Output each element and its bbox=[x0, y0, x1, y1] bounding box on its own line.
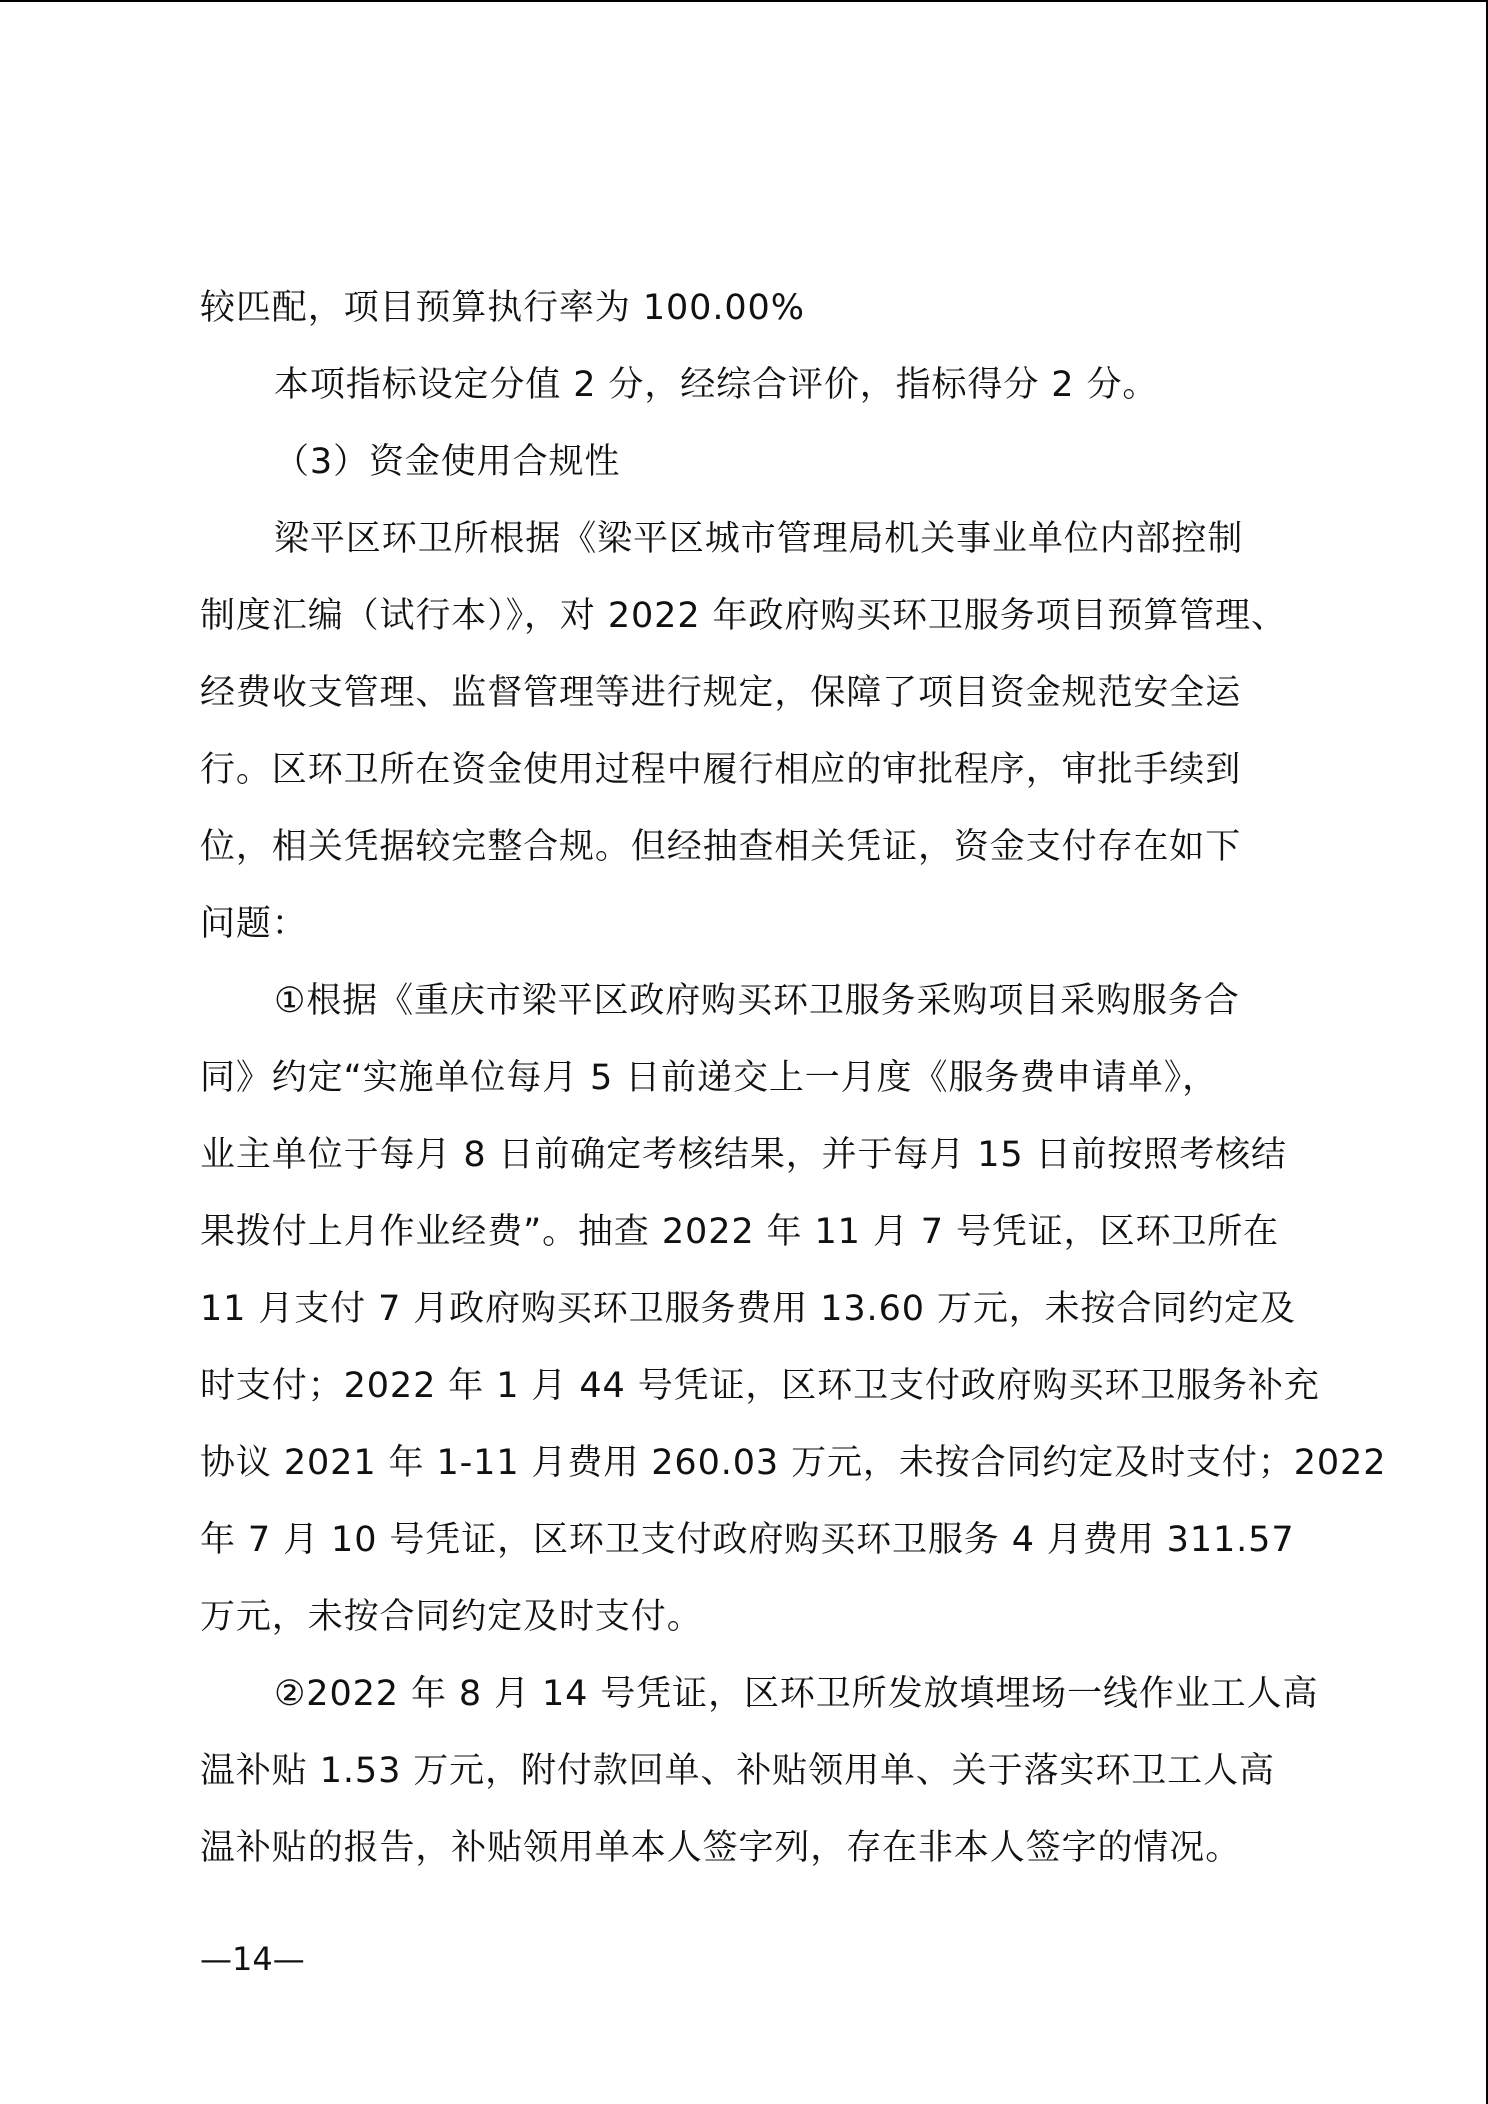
text-line: 温补贴的报告，补贴领用单本人签字列，存在非本人签字的情况。 bbox=[200, 1828, 1242, 1868]
text-line: 年 7 月 10 号凭证，区环卫支付政府购买环卫服务 4 月费用 311.57 bbox=[200, 1520, 1295, 1560]
section-heading: （3）资金使用合规性 bbox=[274, 442, 621, 482]
text-line: 果拨付上月作业经费”。抽查 2022 年 11 月 7 号凭证，区环卫所在 bbox=[200, 1212, 1280, 1252]
text-line: 协议 2021 年 1-11 月费用 260.03 万元，未按合同约定及时支付；2022 bbox=[200, 1443, 1387, 1483]
text-line: 万元，未按合同约定及时支付。 bbox=[200, 1597, 703, 1637]
text-line: ①根据《重庆市梁平区政府购买环卫服务采购项目采购服务合 bbox=[274, 981, 1240, 1021]
text-line: 时支付；2022 年 1 月 44 号凭证，区环卫支付政府购买环卫服务补充 bbox=[200, 1366, 1320, 1406]
text-line: ②2022 年 8 月 14 号凭证，区环卫所发放填埋场一线作业工人高 bbox=[274, 1674, 1319, 1714]
text-line: 制度汇编（试行本）》，对 2022 年政府购买环卫服务项目预算管理、 bbox=[200, 596, 1287, 636]
text-line: 较匹配，项目预算执行率为 100.00% bbox=[200, 288, 805, 328]
top-border-line bbox=[0, 0, 1488, 2]
text-line: 本项指标设定分值 2 分，经综合评价，指标得分 2 分。 bbox=[274, 365, 1159, 405]
text-line: 位，相关凭据较完整合规。但经抽查相关凭证，资金支付存在如下 bbox=[200, 827, 1242, 867]
text-line: 11 月支付 7 月政府购买环卫服务费用 13.60 万元，未按合同约定及 bbox=[200, 1289, 1296, 1329]
text-line: 温补贴 1.53 万元，附付款回单、补贴领用单、关于落实环卫工人高 bbox=[200, 1751, 1275, 1791]
text-line: 业主单位于每月 8 日前确定考核结果，并于每月 15 日前按照考核结 bbox=[200, 1135, 1287, 1175]
text-line: 问题： bbox=[200, 904, 308, 944]
text-line: 同》约定“实施单位每月 5 日前递交上一月度《服务费申请单》， bbox=[200, 1058, 1219, 1098]
document-body bbox=[200, 270, 1387, 1887]
page-number: —14— bbox=[200, 1940, 305, 1978]
text-line: 经费收支管理、监督管理等进行规定，保障了项目资金规范安全运 bbox=[200, 673, 1242, 713]
text-line: 行。区环卫所在资金使用过程中履行相应的审批程序，审批手续到 bbox=[200, 750, 1242, 790]
text-line: 梁平区环卫所根据《梁平区城市管理局机关事业单位内部控制 bbox=[274, 519, 1244, 559]
